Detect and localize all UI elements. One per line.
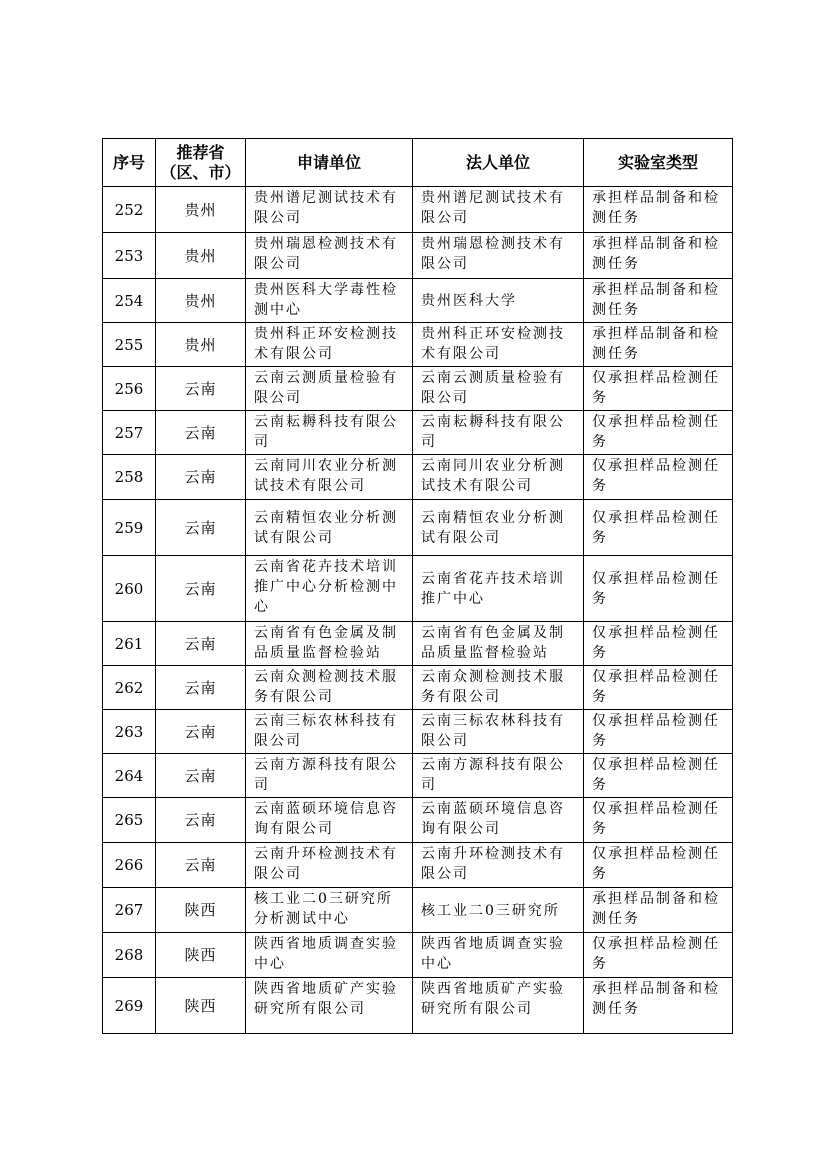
cell-num: 263 bbox=[103, 710, 156, 754]
cell-legal: 云南众测检测技术服务有限公司 bbox=[413, 666, 584, 710]
header-province bbox=[156, 139, 246, 187]
cell-applicant: 贵州医科大学毒性检测中心 bbox=[246, 279, 413, 323]
cell-applicant: 云南方源科技有限公司 bbox=[246, 754, 413, 798]
cell-type: 仅承担样品检测任务 bbox=[584, 666, 733, 710]
table-row bbox=[103, 666, 733, 710]
cell-type: 仅承担样品检测任务 bbox=[584, 622, 733, 666]
cell-province: 云南 bbox=[156, 556, 246, 622]
cell-applicant: 云南省花卉技术培训推广中心分析检测中心 bbox=[246, 556, 413, 622]
cell-province: 陕西 bbox=[156, 933, 246, 978]
header-province-line1: 推荐省 bbox=[176, 142, 225, 162]
table-row bbox=[103, 978, 733, 1034]
cell-type: 仅承担样品检测任务 bbox=[584, 933, 733, 978]
table-row bbox=[103, 556, 733, 622]
header-type: 实验室类型 bbox=[584, 139, 733, 187]
cell-province: 云南 bbox=[156, 411, 246, 455]
cell-legal: 云南精恒农业分析测试有限公司 bbox=[413, 500, 584, 556]
cell-applicant: 核工业二0三研究所分析测试中心 bbox=[246, 888, 413, 933]
table-row bbox=[103, 500, 733, 556]
table-row bbox=[103, 411, 733, 455]
table-body bbox=[103, 187, 733, 1034]
cell-province: 云南 bbox=[156, 455, 246, 500]
cell-legal: 陕西省地质调查实验中心 bbox=[413, 933, 584, 978]
header-num: 序号 bbox=[103, 139, 156, 187]
cell-province: 云南 bbox=[156, 798, 246, 843]
cell-province: 云南 bbox=[156, 710, 246, 754]
cell-legal: 云南蓝硕环境信息咨询有限公司 bbox=[413, 798, 584, 843]
cell-type: 承担样品制备和检测任务 bbox=[584, 323, 733, 367]
cell-num: 261 bbox=[103, 622, 156, 666]
cell-legal: 云南升环检测技术有限公司 bbox=[413, 843, 584, 888]
cell-num: 266 bbox=[103, 843, 156, 888]
cell-type: 承担样品制备和检测任务 bbox=[584, 279, 733, 323]
cell-legal: 云南方源科技有限公司 bbox=[413, 754, 584, 798]
cell-legal: 云南云测质量检验有限公司 bbox=[413, 367, 584, 411]
cell-type: 承担样品制备和检测任务 bbox=[584, 233, 733, 279]
cell-num: 258 bbox=[103, 455, 156, 500]
cell-applicant: 贵州谱尼测试技术有限公司 bbox=[246, 187, 413, 233]
cell-type: 仅承担样品检测任务 bbox=[584, 556, 733, 622]
table-row bbox=[103, 933, 733, 978]
table-row bbox=[103, 367, 733, 411]
cell-province: 陕西 bbox=[156, 888, 246, 933]
cell-num: 254 bbox=[103, 279, 156, 323]
header-applicant: 申请单位 bbox=[246, 139, 413, 187]
cell-type: 仅承担样品检测任务 bbox=[584, 710, 733, 754]
cell-num: 269 bbox=[103, 978, 156, 1034]
cell-type: 承担样品制备和检测任务 bbox=[584, 978, 733, 1034]
cell-num: 256 bbox=[103, 367, 156, 411]
cell-legal: 云南同川农业分析测试技术有限公司 bbox=[413, 455, 584, 500]
table-row bbox=[103, 233, 733, 279]
cell-num: 264 bbox=[103, 754, 156, 798]
cell-legal: 贵州谱尼测试技术有限公司 bbox=[413, 187, 584, 233]
cell-applicant: 云南精恒农业分析测试有限公司 bbox=[246, 500, 413, 556]
table-row bbox=[103, 187, 733, 233]
cell-province: 陕西 bbox=[156, 978, 246, 1034]
cell-applicant: 云南省有色金属及制品质量监督检验站 bbox=[246, 622, 413, 666]
cell-num: 267 bbox=[103, 888, 156, 933]
cell-province: 贵州 bbox=[156, 279, 246, 323]
cell-num: 259 bbox=[103, 500, 156, 556]
table-header-row bbox=[103, 139, 733, 187]
lab-table bbox=[102, 138, 733, 1034]
cell-num: 265 bbox=[103, 798, 156, 843]
cell-legal: 云南省有色金属及制品质量监督检验站 bbox=[413, 622, 584, 666]
table-row bbox=[103, 710, 733, 754]
table-row bbox=[103, 323, 733, 367]
cell-type: 承担样品制备和检测任务 bbox=[584, 888, 733, 933]
cell-legal: 核工业二0三研究所 bbox=[413, 888, 584, 933]
cell-applicant: 云南云测质量检验有限公司 bbox=[246, 367, 413, 411]
cell-type: 仅承担样品检测任务 bbox=[584, 367, 733, 411]
cell-num: 252 bbox=[103, 187, 156, 233]
cell-applicant: 陕西省地质矿产实验研究所有限公司 bbox=[246, 978, 413, 1034]
table-row bbox=[103, 798, 733, 843]
cell-applicant: 云南同川农业分析测试技术有限公司 bbox=[246, 455, 413, 500]
cell-applicant: 云南蓝硕环境信息咨询有限公司 bbox=[246, 798, 413, 843]
cell-province: 贵州 bbox=[156, 323, 246, 367]
cell-num: 268 bbox=[103, 933, 156, 978]
cell-num: 262 bbox=[103, 666, 156, 710]
cell-type: 仅承担样品检测任务 bbox=[584, 500, 733, 556]
cell-num: 255 bbox=[103, 323, 156, 367]
cell-num: 257 bbox=[103, 411, 156, 455]
cell-legal: 贵州瑞恩检测技术有限公司 bbox=[413, 233, 584, 279]
cell-legal: 云南省花卉技术培训推广中心 bbox=[413, 556, 584, 622]
cell-applicant: 云南升环检测技术有限公司 bbox=[246, 843, 413, 888]
table-row bbox=[103, 754, 733, 798]
cell-province: 云南 bbox=[156, 367, 246, 411]
cell-type: 仅承担样品检测任务 bbox=[584, 411, 733, 455]
table-row bbox=[103, 622, 733, 666]
table-row bbox=[103, 455, 733, 500]
table-row bbox=[103, 279, 733, 323]
cell-legal: 云南三标农林科技有限公司 bbox=[413, 710, 584, 754]
cell-applicant: 贵州科正环安检测技术有限公司 bbox=[246, 323, 413, 367]
cell-legal: 贵州医科大学 bbox=[413, 279, 584, 323]
header-province-line2: （区、市） bbox=[160, 162, 241, 182]
cell-legal: 陕西省地质矿产实验研究所有限公司 bbox=[413, 978, 584, 1034]
cell-province: 云南 bbox=[156, 754, 246, 798]
cell-province: 贵州 bbox=[156, 233, 246, 279]
header-legal: 法人单位 bbox=[413, 139, 584, 187]
cell-applicant: 贵州瑞恩检测技术有限公司 bbox=[246, 233, 413, 279]
cell-type: 仅承担样品检测任务 bbox=[584, 754, 733, 798]
cell-num: 260 bbox=[103, 556, 156, 622]
cell-type: 仅承担样品检测任务 bbox=[584, 843, 733, 888]
cell-applicant: 云南众测检测技术服务有限公司 bbox=[246, 666, 413, 710]
table-row bbox=[103, 843, 733, 888]
cell-applicant: 云南耘耨科技有限公司 bbox=[246, 411, 413, 455]
cell-applicant: 云南三标农林科技有限公司 bbox=[246, 710, 413, 754]
cell-legal: 云南耘耨科技有限公司 bbox=[413, 411, 584, 455]
cell-province: 云南 bbox=[156, 622, 246, 666]
cell-province: 云南 bbox=[156, 500, 246, 556]
cell-type: 仅承担样品检测任务 bbox=[584, 455, 733, 500]
cell-type: 仅承担样品检测任务 bbox=[584, 798, 733, 843]
cell-province: 贵州 bbox=[156, 187, 246, 233]
table-row bbox=[103, 888, 733, 933]
cell-applicant: 陕西省地质调查实验中心 bbox=[246, 933, 413, 978]
cell-num: 253 bbox=[103, 233, 156, 279]
cell-province: 云南 bbox=[156, 843, 246, 888]
cell-province: 云南 bbox=[156, 666, 246, 710]
cell-type: 承担样品制备和检测任务 bbox=[584, 187, 733, 233]
cell-legal: 贵州科正环安检测技术有限公司 bbox=[413, 323, 584, 367]
